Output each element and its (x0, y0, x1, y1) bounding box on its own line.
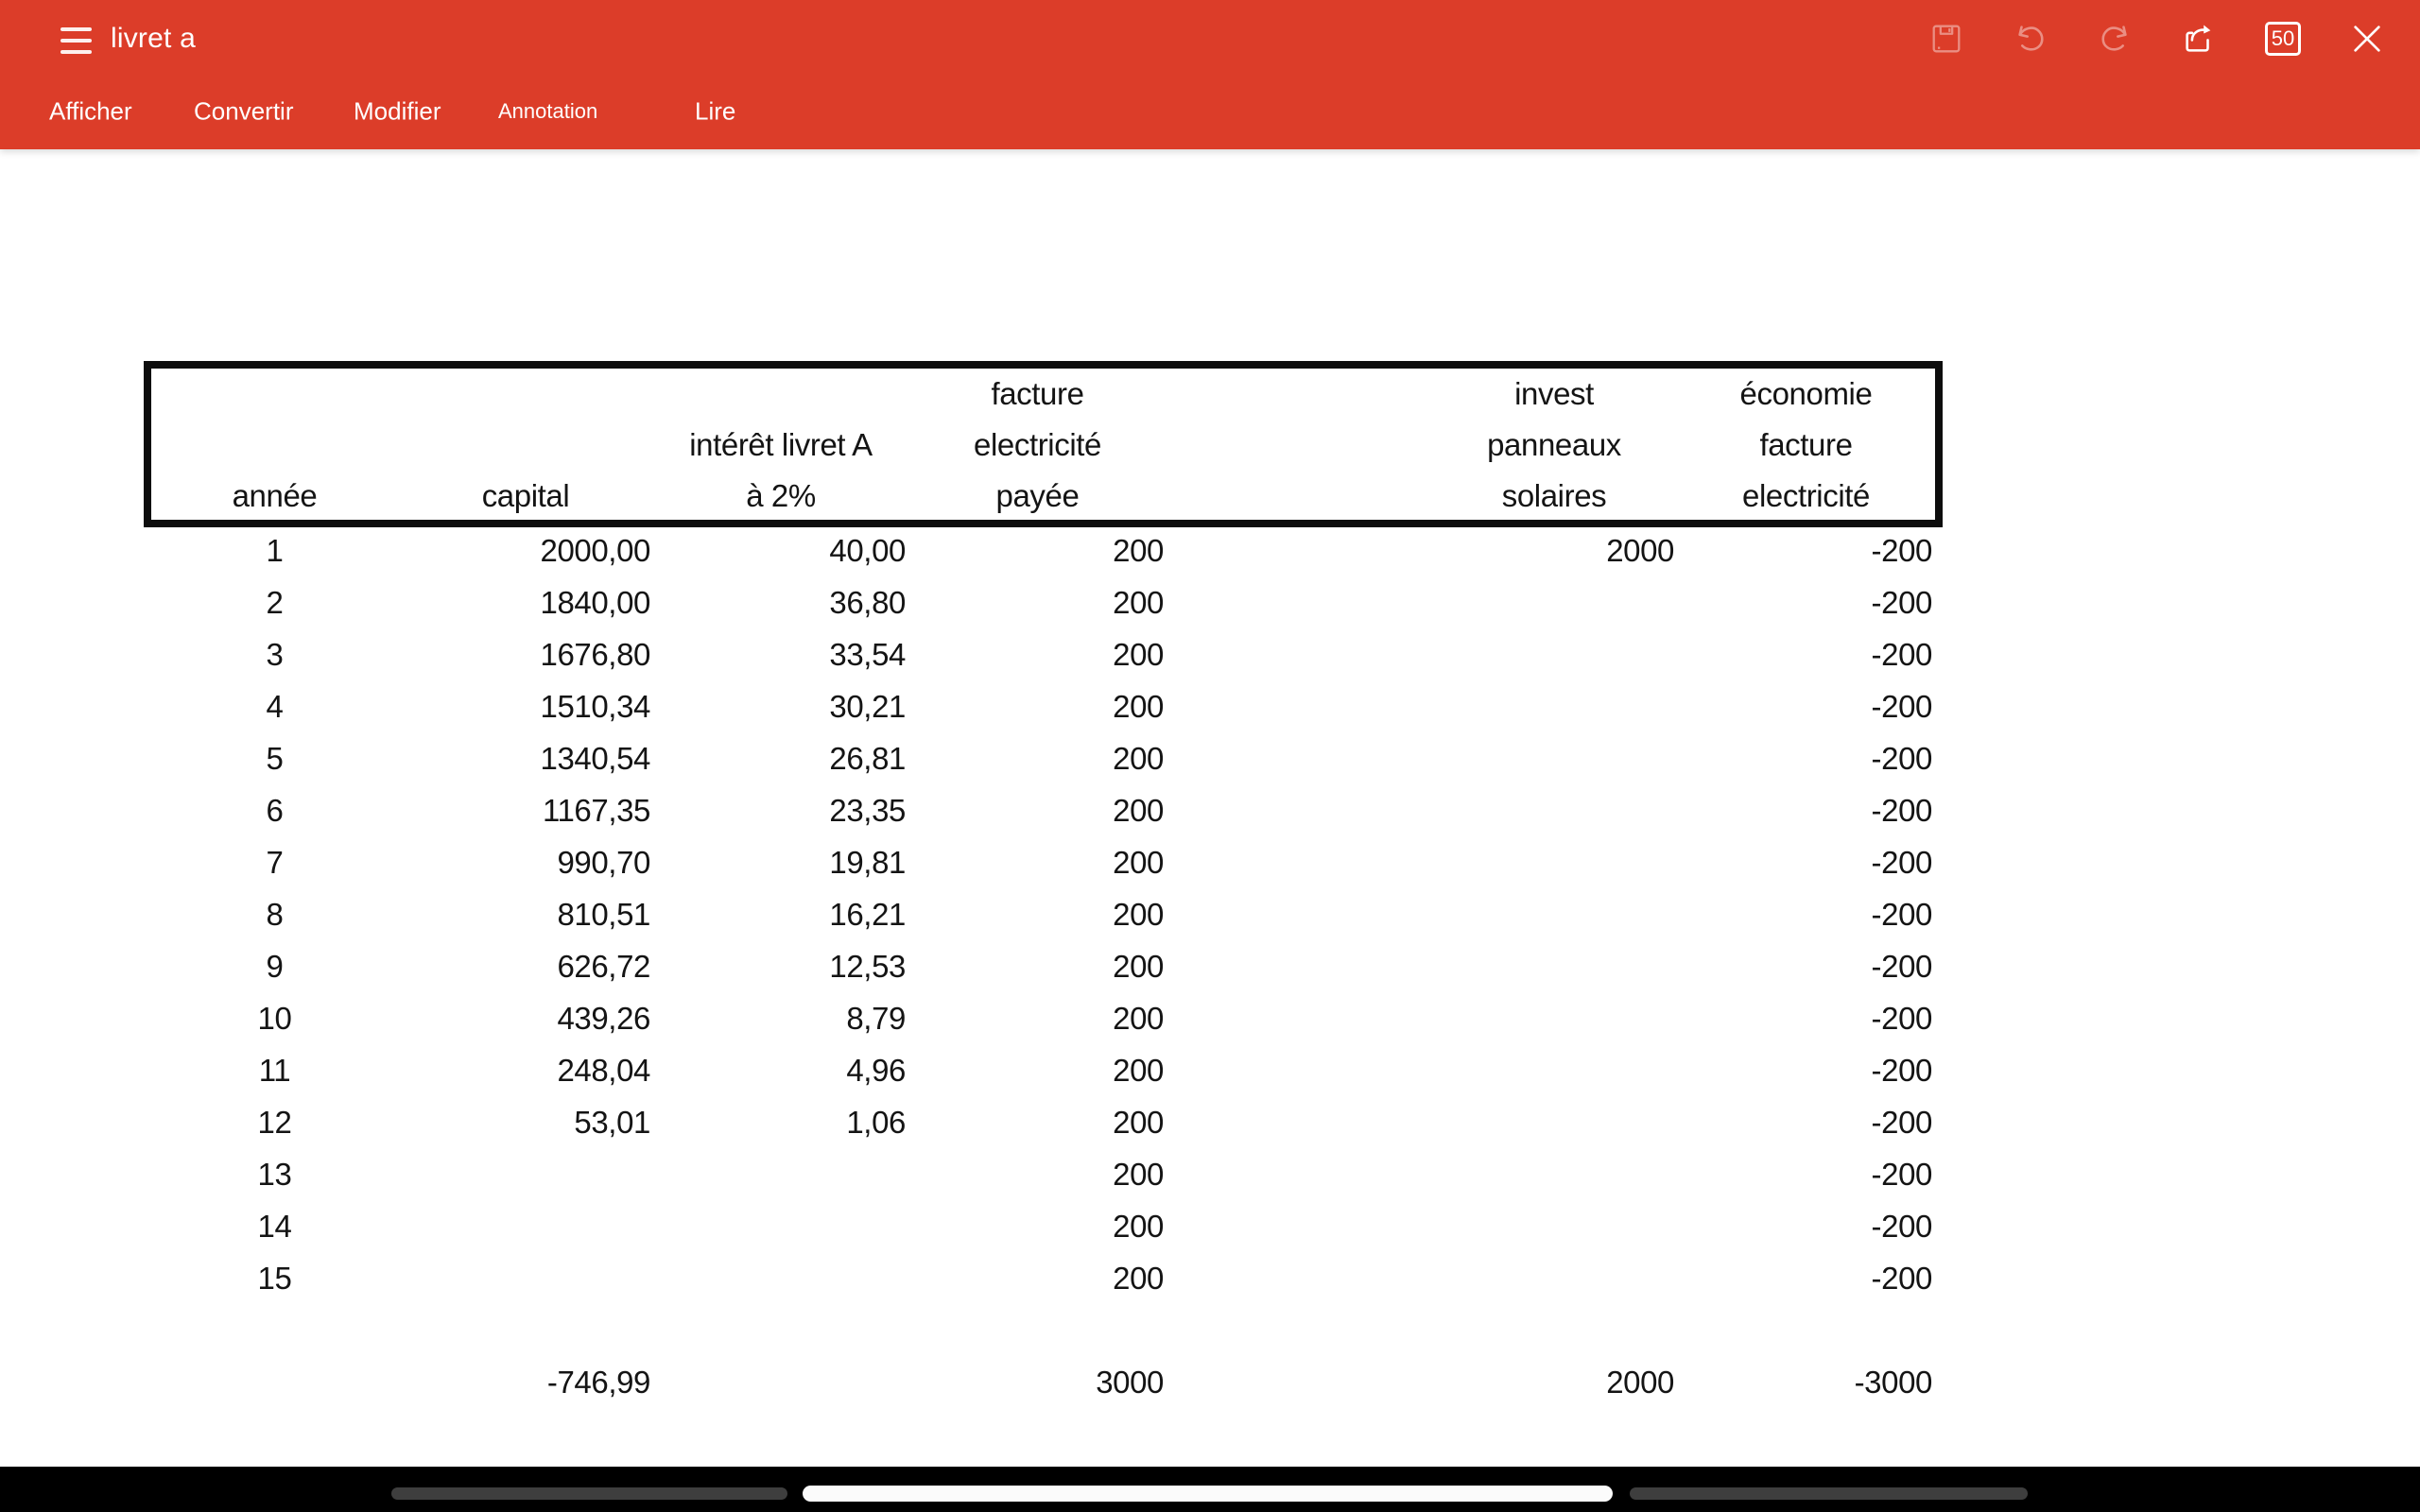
totals-cell (151, 1356, 398, 1408)
header-spacer (1167, 369, 1431, 522)
cell: 1840,00 (540, 585, 650, 620)
cell: 8,79 (846, 1001, 906, 1036)
cell: 1676,80 (540, 637, 650, 672)
cell: 200 (1113, 585, 1164, 620)
cell (1431, 784, 1677, 836)
cell: 2 (266, 585, 284, 620)
cell (1167, 888, 1431, 940)
totals-cell: -3000 (1854, 1365, 1932, 1400)
table-row (151, 1096, 1935, 1148)
menu-bar (0, 76, 2420, 149)
cell: 1 (266, 533, 284, 568)
cell: 5 (266, 741, 284, 776)
cell (1431, 1096, 1677, 1148)
totals-cell: 3000 (1096, 1365, 1164, 1400)
cell: 7 (266, 845, 284, 880)
cell: 15 (257, 1261, 292, 1296)
cell: 6 (266, 793, 284, 828)
cell (1431, 1148, 1677, 1200)
table-row (151, 1044, 1935, 1096)
cell: 4 (266, 689, 284, 724)
cell: 200 (1113, 1157, 1164, 1192)
cell (398, 1252, 653, 1304)
cell: 1510,34 (540, 689, 650, 724)
header-cell: économie facture electricité (1739, 376, 1873, 513)
table-row (151, 680, 1935, 732)
bottom-navigation-bar (0, 1467, 2420, 1512)
cell (1167, 628, 1431, 680)
totals-cell: -746,99 (546, 1365, 650, 1400)
cell: -200 (1871, 741, 1932, 776)
cell: 200 (1113, 533, 1164, 568)
cell: 810,51 (557, 897, 650, 932)
tab-annotation[interactable]: Annotation (498, 98, 598, 123)
cell: -200 (1871, 1001, 1932, 1036)
header-cell: invest panneaux solaires (1487, 376, 1621, 513)
cell: 23,35 (829, 793, 906, 828)
table-row (151, 732, 1935, 784)
cell (1431, 680, 1677, 732)
cell: 10 (257, 1001, 292, 1036)
table-row (151, 940, 1935, 992)
cell: -200 (1871, 637, 1932, 672)
cell (1431, 576, 1677, 628)
cell: 200 (1113, 845, 1164, 880)
table-row (151, 1148, 1935, 1200)
cell: 3 (266, 637, 284, 672)
cell (398, 1148, 653, 1200)
cell: 990,70 (557, 845, 650, 880)
cell (1431, 888, 1677, 940)
cell (1167, 940, 1431, 992)
cell (1431, 940, 1677, 992)
cell: -200 (1871, 845, 1932, 880)
cell: 1167,35 (542, 793, 650, 828)
cell: 2000 (1606, 533, 1674, 568)
cell: -200 (1871, 533, 1932, 568)
table-row (151, 1200, 1935, 1252)
cell: -200 (1871, 1105, 1932, 1140)
header-cell: facture electricité payée (974, 376, 1101, 513)
table-row (151, 628, 1935, 680)
cell (1167, 1044, 1431, 1096)
redo-icon[interactable] (2097, 21, 2133, 57)
cell: -200 (1871, 1209, 1932, 1244)
cell: -200 (1871, 585, 1932, 620)
cell: 200 (1113, 741, 1164, 776)
cell: 12 (257, 1105, 292, 1140)
table-row (151, 524, 1935, 576)
tab-modifier[interactable]: Modifier (354, 96, 441, 126)
cell: 30,21 (829, 689, 906, 724)
cell (1167, 680, 1431, 732)
cell: 16,21 (829, 897, 906, 932)
cell: 19,81 (829, 845, 906, 880)
cell (1167, 524, 1431, 576)
cell (1167, 836, 1431, 888)
scrollbar-thumb[interactable] (803, 1486, 1613, 1502)
totals-row (151, 1356, 1935, 1408)
cell (1167, 1252, 1431, 1304)
cell (1167, 784, 1431, 836)
table-row (151, 576, 1935, 628)
cell: -200 (1871, 689, 1932, 724)
cell: 200 (1113, 949, 1164, 984)
cell (1431, 836, 1677, 888)
cell: 2000,00 (540, 533, 650, 568)
cell (1167, 576, 1431, 628)
cell: -200 (1871, 1053, 1932, 1088)
totals-cell (1167, 1356, 1431, 1408)
undo-icon[interactable] (2013, 21, 2048, 57)
cell: 200 (1113, 1105, 1164, 1140)
scrollbar-track-left[interactable] (391, 1487, 787, 1500)
cell: 40,00 (829, 533, 906, 568)
scrollbar-track-right[interactable] (1630, 1487, 2028, 1500)
tab-convertir[interactable]: Convertir (194, 96, 294, 126)
totals-cell (653, 1356, 908, 1408)
cell (398, 1200, 653, 1252)
cell: -200 (1871, 1261, 1932, 1296)
cell: -200 (1871, 897, 1932, 932)
cell: 26,81 (829, 741, 906, 776)
spreadsheet-document[interactable] (144, 361, 1943, 1408)
tab-afficher[interactable]: Afficher (49, 96, 132, 126)
table-row (151, 992, 1935, 1044)
cell: 200 (1113, 1001, 1164, 1036)
cell: 200 (1113, 1209, 1164, 1244)
tab-lire[interactable]: Lire (695, 96, 736, 126)
cell (1431, 1044, 1677, 1096)
cell (1167, 1148, 1431, 1200)
cell: 248,04 (557, 1053, 650, 1088)
cell: 11 (258, 1053, 291, 1088)
close-icon[interactable] (2349, 21, 2385, 57)
table-row (151, 784, 1935, 836)
table-row (151, 1252, 1935, 1304)
cell: 12,53 (829, 949, 906, 984)
cell (653, 1200, 908, 1252)
cell: 200 (1113, 1261, 1164, 1296)
cell: -200 (1871, 949, 1932, 984)
cell (1431, 628, 1677, 680)
cell: -200 (1871, 793, 1932, 828)
cell (1167, 732, 1431, 784)
cell: 53,01 (574, 1105, 650, 1140)
document-title: livret a (111, 23, 196, 54)
cell (653, 1148, 908, 1200)
header-cell: année (232, 478, 318, 513)
table-row (151, 836, 1935, 888)
cell: 1,06 (846, 1105, 906, 1140)
cell: 33,54 (829, 637, 906, 672)
cell: 36,80 (829, 585, 906, 620)
share-icon[interactable] (2181, 21, 2217, 57)
cell: 1340,54 (540, 741, 650, 776)
cell: 200 (1113, 793, 1164, 828)
cell (1431, 732, 1677, 784)
cell: 200 (1113, 689, 1164, 724)
cell: 14 (257, 1209, 292, 1244)
page-count-badge[interactable] (2265, 21, 2301, 57)
save-icon[interactable] (1928, 21, 1964, 57)
cell (1431, 992, 1677, 1044)
page-count-label: 50 (2265, 22, 2301, 56)
cell: 8 (266, 897, 284, 932)
cell (1167, 992, 1431, 1044)
cell: 626,72 (557, 949, 650, 984)
cell: 439,26 (557, 1001, 650, 1036)
cell (1167, 1096, 1431, 1148)
app-header (0, 0, 2420, 149)
cell: 200 (1113, 897, 1164, 932)
table-row (151, 888, 1935, 940)
cell: 4,96 (846, 1053, 906, 1088)
header-cell: intérêt livret A à 2% (689, 427, 873, 513)
cell: -200 (1871, 1157, 1932, 1192)
totals-cell: 2000 (1606, 1365, 1674, 1400)
cell: 9 (266, 949, 284, 984)
hamburger-menu-icon[interactable] (60, 27, 92, 54)
cell (653, 1252, 908, 1304)
cell: 13 (257, 1157, 292, 1192)
toolbar (1928, 20, 2385, 58)
header-cell: capital (481, 478, 570, 513)
table-header (144, 361, 1943, 527)
cell: 200 (1113, 1053, 1164, 1088)
cell (1167, 1200, 1431, 1252)
cell (1431, 1200, 1677, 1252)
table-body (151, 524, 1935, 1408)
cell (1431, 1252, 1677, 1304)
cell: 200 (1113, 637, 1164, 672)
